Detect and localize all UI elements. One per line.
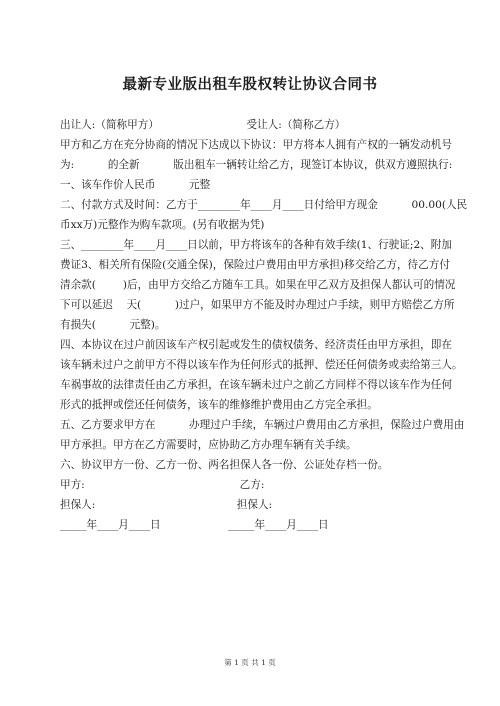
- clause-6-line: 六、协议甲方一份、乙方一份、两名担保人各一份、公证处存档一份。: [60, 459, 389, 471]
- clause-3-line: 费证3、相关所有保险(交通全保)，保险过户费用由甲方承担)移交给乙方，待乙方付: [60, 259, 450, 271]
- paragraph-line: 甲方和乙方在充分协商的情况下达成以下协议：甲方将本人拥有产权的一辆发动机号: [60, 139, 452, 151]
- clause-4-line: 该车辆未过户之前甲方不得以该车作为任何形式的抵押、偿还任何债务或卖给第三人。: [60, 359, 463, 371]
- clause-1-line: 一、该车作价人民币 元整: [60, 179, 211, 191]
- clause-5-line: 五、乙方要求甲方在 办理过户手续，车辆过户费用由乙方承担，保险过户费用由: [60, 419, 465, 431]
- clause-4-line: 形式的抵押或偿还任何债务，该车的维修维护费用由乙方完全承担。: [60, 399, 378, 411]
- signature-dates: _____年____月____日 _____年____月____日: [60, 519, 329, 531]
- clause-4-line: 车祸事故的法律责任由乙方承担，在该车辆未过户之前乙方同样不得以该车作为任何: [60, 379, 452, 391]
- page-footer: 第 1 页 共 1 页: [224, 658, 276, 667]
- signature-guarantors: 担保人: 担保人:: [60, 499, 273, 511]
- clause-3-line: 清余款( )后，由甲方交给乙方随车工具。如果在甲乙双方及担保人都认可的情况: [60, 279, 456, 291]
- party-line: 出让人:（简称甲方） 受让人:（简称乙方）: [60, 119, 346, 131]
- signature-parties: 甲方: 乙方:: [60, 479, 265, 491]
- document-title: 最新专业版出租车股权转让协议合同书: [122, 77, 378, 93]
- clause-2-line: 二、付款方式及时间：乙方于________年____月____日付给甲方现金 00.00(人民: [60, 199, 468, 211]
- clause-4-line: 四、本协议在过户前因该车产权引起或发生的债权债务、经济责任由甲方承担，即在: [60, 339, 452, 351]
- clause-3-line: 下可以延迟 天( )过户，如果甲方不能及时办理过户手续，则甲方赔偿乙方所: [60, 299, 455, 311]
- paragraph-line: 为: 的全新 版出租车一辆转让给乙方，现签订本协议，供双方遵照执行:: [60, 159, 453, 171]
- clause-3-line: 三、________年____月____日以前，甲方将该车的各种有效手续(1、行驶证;2、附加: [60, 239, 452, 251]
- clause-3-line: 有损失( 元整)。: [60, 319, 166, 331]
- clause-2-line: 币xx万)元整作为购车款项。(另有收据为凭): [60, 219, 265, 231]
- clause-5-line: 甲方承担。甲方在乙方需要时，应协助乙方办理车辆有关手续。: [60, 439, 357, 451]
